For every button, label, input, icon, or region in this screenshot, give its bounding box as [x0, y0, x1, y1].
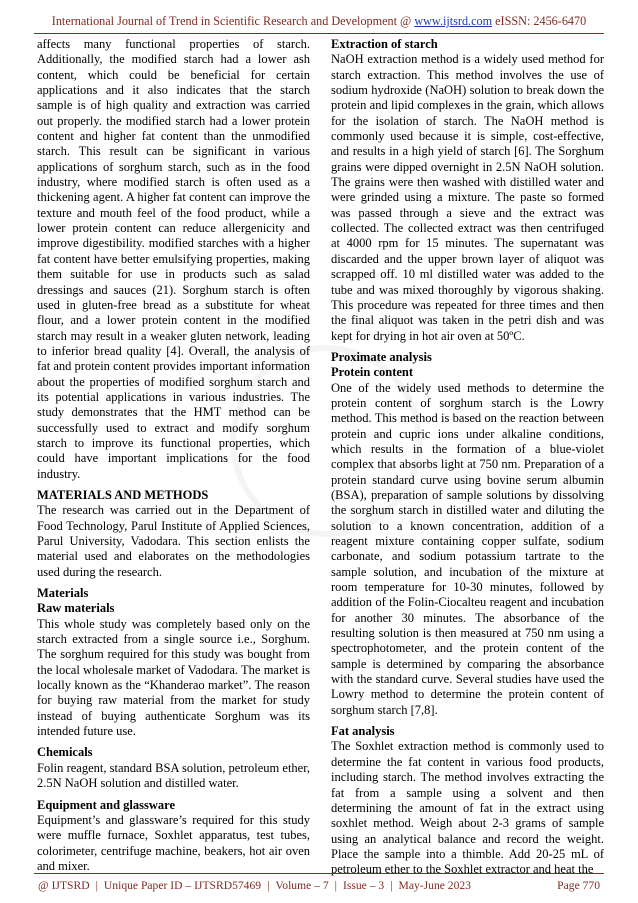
subheading-fat-analysis: Fat analysis — [331, 724, 395, 739]
journal-header — [0, 14, 638, 29]
raw-materials-paragraph: This whole study was completely based only on the starch extracted from a single source i.e., Sorghum. The sorghum required for this study was bought from the local wholesale market of Vadodara. The market is locally known as the “Khanderao market”. The reason for buying raw material from the market for study instead of buying authenticate Sorghum was its intended future use. — [37, 616, 310, 739]
section-heading-materials: Materials — [37, 586, 89, 601]
header-rule — [34, 33, 604, 34]
subheading-chemicals: Chemicals — [37, 745, 93, 760]
page-number: Page 770 — [557, 879, 600, 892]
extraction-paragraph: NaOH extraction method is a widely used method for starch extraction. This method involves the use of sodium hydroxide (NaOH) solution to break down the protein and lipid complexes in the grain, which allows for the isolation of starch. The NaOH method is commonly used because it is simple, cost-effective, and results in a high yield of starch [6]. The Sorghum grains were dipped overnight in 2.5N NaOH solution. The grains were then washed with distilled water and were grinded using a mixture. The paste so formed was passed through a sieve and the extract was collected. The collected extract was then centrifuged at 4000 rpm for 15 minutes. The supernatant was discarded and the upper brown layer of aliquot was scrapped off. 10 ml distilled water was added to the tube and was mixed thoroughly by vigorous shaking. This procedure was repeated for three times and then the final aliquot was taken in the petri dish and was kept for drying in hot air oven at 50ºC. — [331, 52, 604, 343]
footer-rule — [34, 873, 604, 874]
subheading-proximate-analysis: Proximate analysis — [331, 349, 432, 364]
journal-issn: eISSN: 2456-6470 — [492, 14, 587, 28]
footer-info — [38, 879, 471, 892]
footer-publisher: @ IJTSRD — [38, 879, 90, 892]
subheading-raw-materials: Raw materials — [37, 601, 115, 616]
subheading-protein-content: Protein content — [331, 365, 414, 380]
subheading-equipment: Equipment and glassware — [37, 797, 175, 812]
footer-issue: Issue – 3 — [342, 879, 385, 892]
footer-separator: | — [95, 879, 98, 892]
footer-paper-id: Unique Paper ID – IJTSRD57469 — [103, 879, 262, 892]
footer-date: May-June 2023 — [398, 879, 471, 892]
footer-separator: | — [334, 879, 337, 892]
journal-website-link[interactable]: www.ijtsrd.com — [414, 14, 493, 28]
subheading-extraction: Extraction of starch — [331, 37, 438, 51]
journal-name: International Journal of Trend in Scientific Research and Development @ — [51, 14, 415, 28]
left-column — [37, 37, 310, 874]
equipment-paragraph: Equipment’s and glassware’s required for this study were muffle furnace, Soxhlet apparatus, test tubes, colorimeter, centrifuge machine, beakers, hot air oven and mixer. — [37, 812, 310, 873]
chemicals-paragraph: Folin reagent, standard BSA solution, petroleum ether, 2.5N NaOH solution and distilled water. — [37, 760, 310, 791]
results-discussion-paragraph: affects many functional properties of starch. Additionally, the modified starch had a lower ash content, which could be beneficial for certain applications and it also indicates that the starch sample is of high quality and extraction was carried out properly. the modified starch had a lower protein content and higher fat content than the unmodified starch. This result can be significant in various applications of sorghum starch, such as in the food industry, where modified starch is often used as a thickening agent. A higher fat content can improve the texture and mouth feel of the food product, while a lower protein content can reduce allergenicity and improve digestibility. modified starches with a higher fat content have better emulsifying properties, making them suitable for use in products such as salad dressings and sauces (21). Sorghum starch is often used in gluten-free bread as a substitute for wheat flour, and a lower protein content in the modified starch may result in a weaker gluten network, leading to inferior bread quality [4]. Overall, the analysis of fat and protein content provides important information about the properties of modified sorghum starch and its potential applications in various industries. The study demonstrates that the HMT method can be successfully used to extract and modify sorghum starch to improve its functional properties, which could have important implications for the food industry. — [37, 37, 310, 481]
footer-separator: | — [390, 879, 393, 892]
right-column — [331, 37, 604, 878]
fat-paragraph: The Soxhlet extraction method is commonly used to determine the fat content in various food products, including starch. The method involves extracting the fat from a sample using a solvent and then determining the amount of fat in the extract using soxhlet method. Weigh about 2-3 grams of sample using an analytical balance and record the weight. Place the sample into a thimble. Add 20-25 mL of petroleum ether to the Soxhlet extractor and heat the — [331, 739, 604, 877]
footer-volume: Volume – 7 — [275, 879, 329, 892]
methods-paragraph: The research was carried out in the Department of Food Technology, Parul Institute of Applied Sciences, Parul University, Vadodara. This section enlists the material used and elaborates on the methodologies used during the research. — [37, 503, 310, 579]
protein-paragraph: One of the widely used methods to determine the protein content of sorghum starch is the Lowry method. This method is based on the reaction between protein and cupric ions under alkaline conditions, which results in the formation of a blue-violet complex that absorbs light at 750 nm. Preparation of a protein standard curve using bovine serum albumin (BSA), preparation of sample solutions by dissolving the sorghum starch in distilled water and diluting the solution to a known concentration, addition of a reagent mixture containing copper sulfate, sodium carbonate, and sodium potassium tartrate to the sample solution, and incubation of the mixture at room temperature for 10-30 minutes, followed by addition of the Folin-Ciocalteu reagent and incubation for another 30 minutes. The absorbance of the resulting solution is then measured at 750 nm using a spectrophotometer, and the protein content of the sample is determined by comparing the absorbance with the standard curve. Several studies have used the Lowry method to determine the protein content of sorghum starch [7,8]. — [331, 380, 604, 717]
section-heading-methods: MATERIALS AND METHODS — [37, 487, 209, 502]
footer-separator: | — [267, 879, 270, 892]
